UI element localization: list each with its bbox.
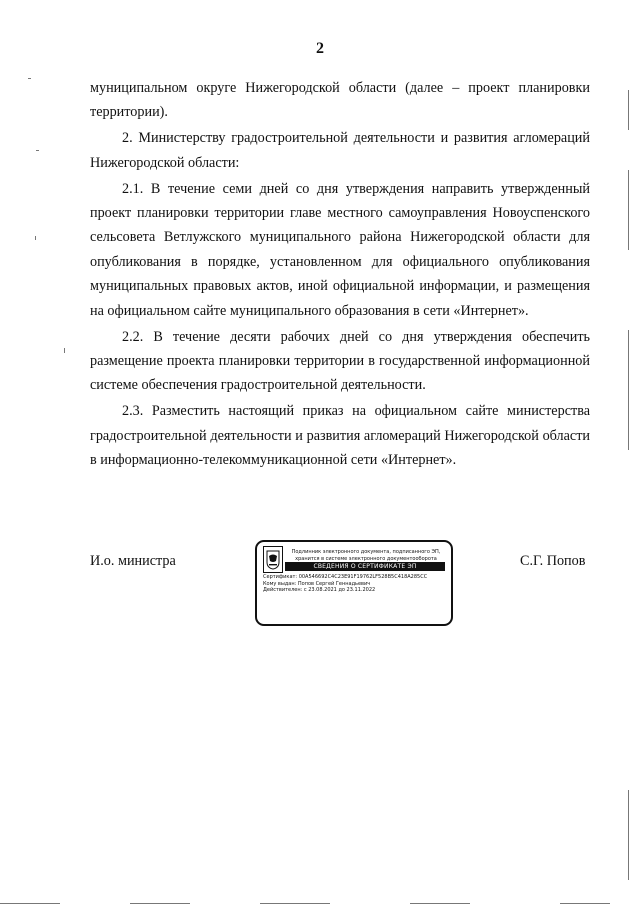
electronic-signature-stamp — [255, 540, 453, 626]
stamp-note — [287, 546, 445, 562]
paragraph-item-2-3: 2.3. Разместить настоящий приказ на официальном сайте министерства градостроительной деятельности и развития агломераций Нижегородской области в информационно-телекоммуникационной сети «Интернет». — [90, 403, 590, 469]
scan-mark — [628, 330, 629, 450]
signer-name: С.Г. Попов — [520, 553, 586, 569]
page-number: 2 — [316, 40, 324, 57]
paragraph-item-2-2: 2.2. В течение десяти рабочих дней со дня утверждения обеспечить размещение проекта планировки территории в государственной информационной системе обеспечения градостроительной деятельности. — [90, 328, 590, 394]
scan-mark — [36, 150, 39, 151]
scan-mark — [28, 78, 31, 79]
scan-mark — [0, 903, 60, 904]
scan-mark — [628, 90, 629, 130]
paragraph-item-2-1: 2.1. В течение семи дней со дня утверждения направить утвержденный проект планировки территории главе местного самоуправления Новоуспенского сельсовета Ветлужского муниципального района Нижегородской области для опубликования в порядке, установленном для официального опубликования муниципальных правовых актов, иной официальной информации, и размещения на официальном сайте муниципального образования в сети «Интернет». — [90, 180, 590, 319]
scan-mark — [560, 903, 610, 904]
stamp-certificate: Сертификат: 00A546692C4C23E91F19762LF528B5C418A285CC — [263, 574, 428, 580]
scan-mark — [130, 903, 190, 904]
signer-title: И.о. министра — [90, 553, 176, 569]
stamp-note-line-2: хранится в системе электронного документооборота — [295, 555, 437, 562]
document-body — [90, 76, 590, 474]
scan-mark — [628, 170, 629, 250]
scan-mark — [64, 348, 65, 353]
stamp-issued-to: Кому выдан: Попов Сергей Геннадьевич — [263, 580, 371, 587]
scan-mark — [410, 903, 470, 904]
stamp-validity: Действителен: с 23.08.2021 до 23.11.2022 — [263, 587, 376, 594]
scan-mark — [35, 236, 36, 240]
paragraph-continuation: муниципальном округе Нижегородской области (далее – проект планировки территории). — [90, 80, 590, 121]
scan-mark — [628, 790, 629, 880]
stamp-note-line-1: Подлинник электронного документа, подписанного ЭП, — [291, 549, 441, 555]
coat-of-arms-icon — [263, 546, 283, 573]
stamp-banner: СВЕДЕНИЯ О СЕРТИФИКАТЕ ЭП — [285, 562, 445, 571]
paragraph-item-2: 2. Министерству градостроительной деятельности и развития агломераций Нижегородской области: — [90, 130, 590, 171]
scan-mark — [260, 903, 330, 904]
